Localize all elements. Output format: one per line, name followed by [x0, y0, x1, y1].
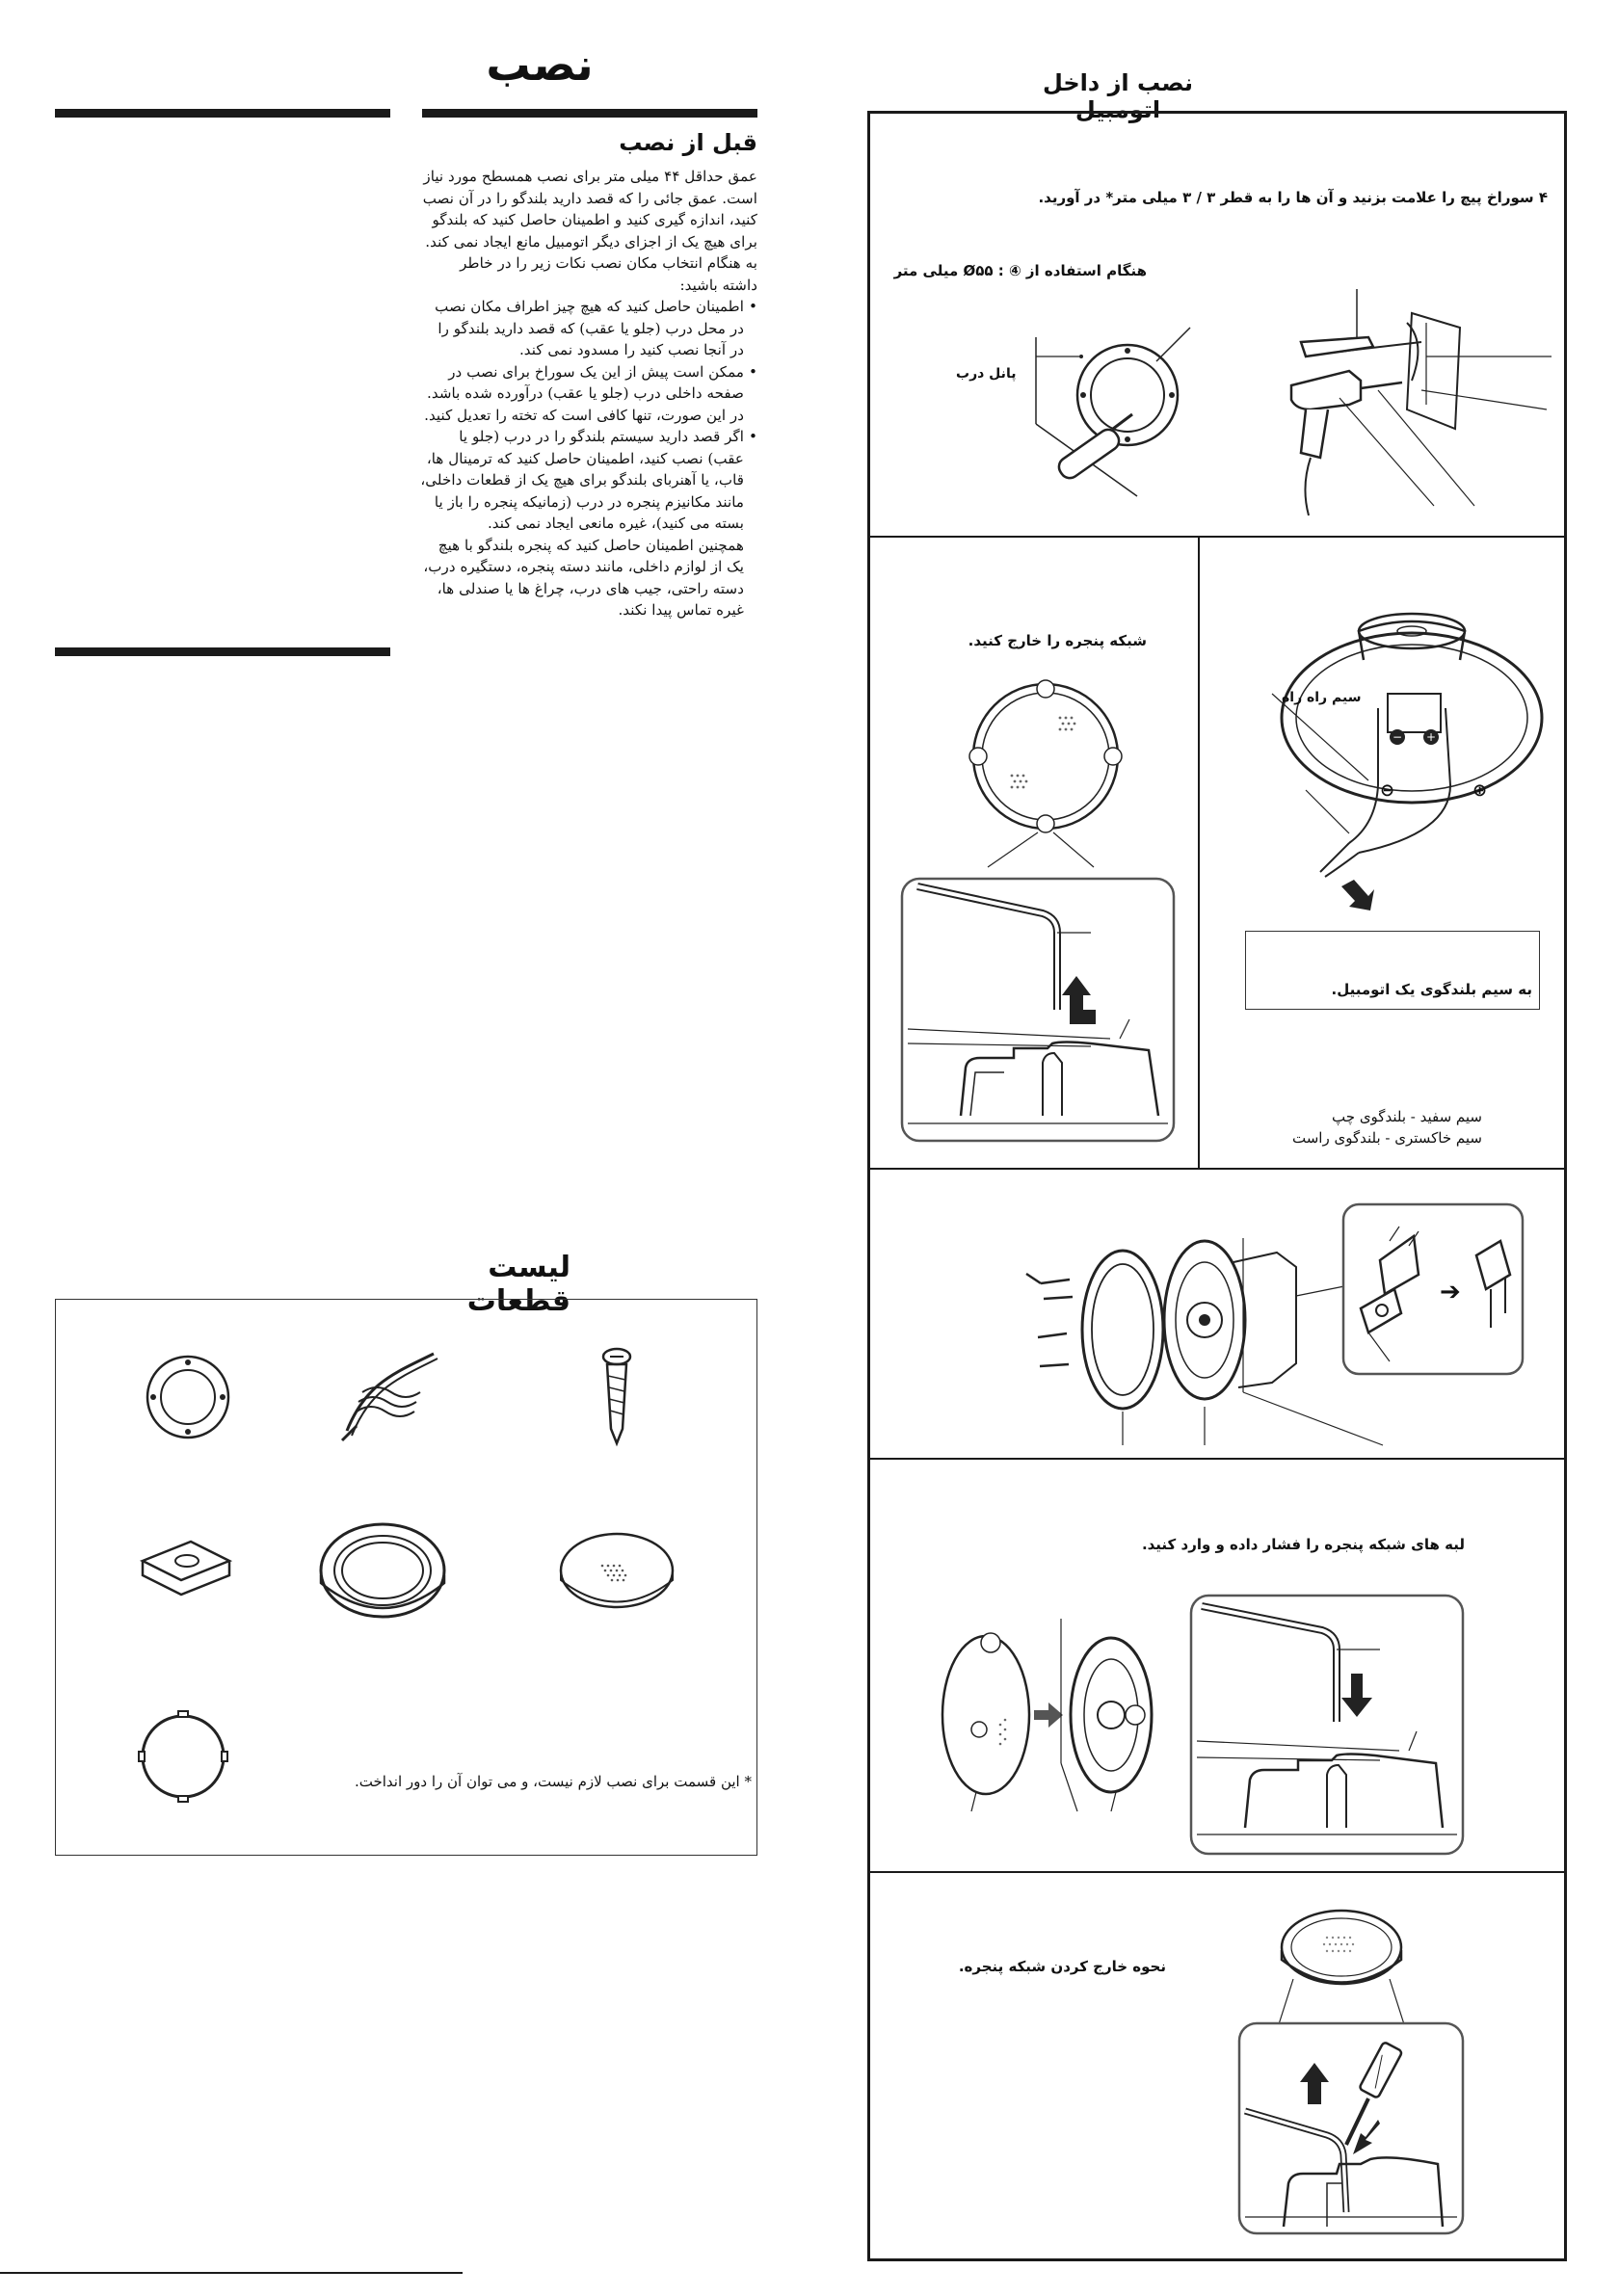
row-sep-3: [867, 1458, 1567, 1460]
wire-label: سیم راه راه: [1282, 690, 1362, 705]
page-title: نصب: [486, 39, 594, 91]
press-grille-instruction: لبه های شبکه پنجره را فشار داده و وارد کنید.: [1141, 1536, 1465, 1553]
before-intro: عمق حداقل ۴۴ میلی متر برای نصب همسطح مورد نیاز است. عمق جائی را که قصد دارید بلندگو را در آن نصب کنید، اندازه گیری کنید و اطمینان حاصل کنید که بلندگو برای هیچ یک از اجزای دیگر اتومبیل مانع ایجاد نمی کند. به هنگام انتخاب مکان نصب نکات زیر را در خاطر داشته باشید:: [422, 168, 757, 294]
grille-insert-illustration: [933, 1619, 1164, 1811]
white-wire-note: سیم سفید - بلندگوی چپ: [1332, 1108, 1482, 1125]
minus-terminal: ⊖: [1380, 780, 1395, 801]
ring-adapter-icon: [140, 1349, 236, 1445]
col-sep-row2: [1198, 536, 1200, 1168]
grille-top-illustration: [1274, 1904, 1409, 2010]
svg-text:−: −: [1392, 730, 1403, 744]
parts-heading: لیست قطعات: [466, 1251, 570, 1318]
hole-punch-illustration: [1021, 318, 1214, 501]
footnote-text: این قسمت برای نصب لازم نیست، و می توان آن را دور انداخت.: [354, 1773, 740, 1790]
row-sep-2: [867, 1168, 1567, 1170]
before-bullet-3: • اگر قصد دارید سیستم بلندگو را در درب (جلو یا عقب) نصب کنید، اطمینان حاصل کنید که ترمینال ها، قاب، یا آهنربای بلندگو برای هیچ یک از قطعات داخلی، مانند مکانیزم پنجره در درب (زمانیکه پنجره را باز یا بسته می کنید)، غیره مانعی ایجاد نمی کند.: [420, 426, 757, 535]
inside-install-heading: نصب از داخل اتومبیل: [1042, 69, 1194, 123]
grille-removal-detail: [1235, 2019, 1467, 2236]
plus-terminal: ⊕: [1472, 780, 1488, 801]
how-remove-instruction: نحوه خارج کردن شبکه پنجره.: [958, 1958, 1166, 1975]
row-sep-4: [867, 1871, 1567, 1873]
row-sep-1: [867, 536, 1567, 538]
before-install-heading: قبل از نصب: [619, 129, 757, 156]
grille-front-illustration: [968, 674, 1123, 838]
step1-subnote: هنگام استفاده از ④ : Ø۵۵ میلی متر: [893, 262, 1147, 279]
speaker-back-illustration: [1253, 593, 1552, 920]
grille-icon: [554, 1527, 679, 1623]
grille-remove-instruction: شبکه پنجره را خارج کنید.: [968, 632, 1147, 649]
before-bullets: [420, 296, 757, 535]
door-panel-label: پانل درب: [956, 366, 1017, 382]
grille-detail-illustration: [898, 875, 1178, 1145]
drill-illustration: [1282, 284, 1552, 525]
section-rule-left-2: [55, 647, 390, 656]
section-rule-right: [422, 109, 757, 118]
svg-text:+: +: [1425, 730, 1437, 744]
section-rule-left: [55, 109, 390, 118]
clip-arrow: ➔: [1440, 1278, 1461, 1306]
gray-wire-note: سیم خاکستری - بلندگوی راست: [1291, 1129, 1482, 1147]
before-bullet-1: • اطمینان حاصل کنید که هیچ چیز اطراف مکان نصب در محل درب (جلو یا عقب) که قصد دارید بلندگو را در آنجا نصب کنید را مسدود نمی کند.: [420, 296, 757, 361]
footnote-mark: *: [744, 1773, 752, 1790]
before-install-text: [420, 166, 757, 621]
clip-icon: [133, 1532, 239, 1609]
bottom-rule: [0, 2272, 463, 2274]
clip-detail-illustration: [1341, 1202, 1525, 1376]
before-closing: همچنین اطمینان حاصل کنید که پنجره بلندگو با هیچ یک از لوازم داخلی، مانند دسته پنجره، دستگیره درب، دسته راحتی، جیب های درب، چراغ ها یا صندلی ها، غیره تماس پیدا نکند.: [423, 536, 744, 619]
screw-icon: [597, 1347, 636, 1448]
car-speaker-note: به سیم بلندگوی یک اتومبیل.: [1331, 981, 1532, 998]
parts-footnote: [347, 1773, 752, 1790]
before-bullet-2: • ممکن است پیش از این یک سوراخ برای نصب در صفحه داخلی درب (جلو یا عقب) درآورده شده باشد. در این صورت، تنها کافی است که تخته را تعدیل کنید.: [420, 361, 757, 427]
cord-icon: [337, 1344, 443, 1445]
step1-instruction: ۴ سوراخ پیچ را علامت بزنید و آن ها را به قطر ۳ / ۳ میلی متر* در آورید.: [1038, 189, 1548, 206]
frame-ring-icon: [135, 1703, 231, 1809]
baffle-ring-icon: [313, 1517, 453, 1628]
grille-insert-detail: [1187, 1592, 1467, 1857]
